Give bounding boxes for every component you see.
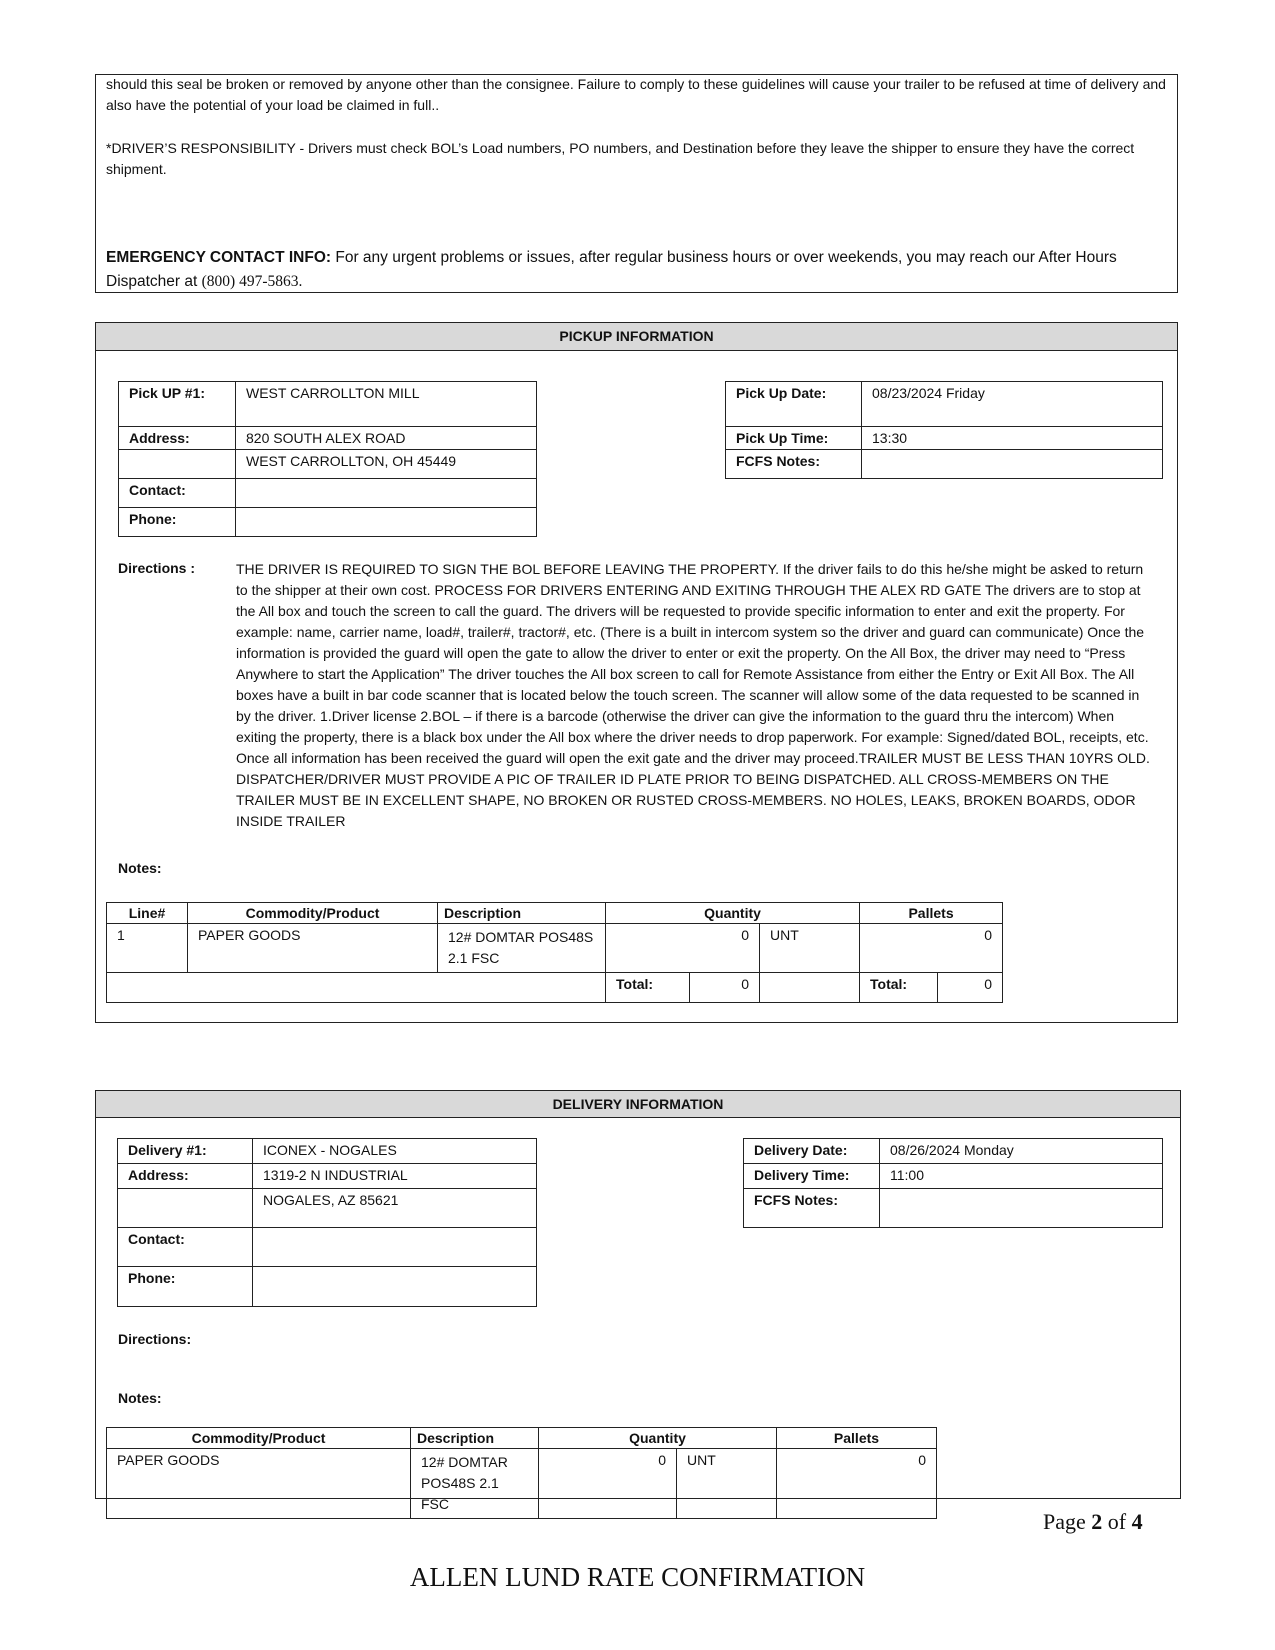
pickup-fcfs bbox=[862, 450, 1163, 479]
delivery-no-label: Delivery #1: bbox=[118, 1139, 253, 1164]
pickup-address1: 820 SOUTH ALEX ROAD bbox=[236, 427, 537, 450]
total-qty: 0 bbox=[690, 973, 760, 1003]
delivery-header: DELIVERY INFORMATION bbox=[96, 1091, 1180, 1118]
del-col-pallets-header: Pallets bbox=[777, 1428, 937, 1449]
seal-notice-text: should this seal be broken or removed by anyone other than the consignee. Failure to comply to these guidelines will cause your trailer to be refused at time of delivery and also have the potential of your load be claimed in full.. bbox=[106, 76, 1166, 113]
delivery-contact bbox=[253, 1228, 537, 1267]
delivery-date: 08/26/2024 Monday bbox=[880, 1139, 1163, 1164]
pickup-phone bbox=[236, 508, 537, 537]
pickup-location-table bbox=[118, 381, 537, 537]
pickup-address-label: Address: bbox=[119, 427, 236, 450]
pickup-no-label: Pick UP #1: bbox=[119, 382, 236, 427]
delivery-name: ICONEX - NOGALES bbox=[253, 1139, 537, 1164]
total-pallets-label: Total: bbox=[860, 973, 938, 1003]
delivery-phone bbox=[253, 1267, 537, 1307]
pickup-directions-text: THE DRIVER IS REQUIRED TO SIGN THE BOL BEFORE LEAVING THE PROPERTY. If the driver fails to do this he/she might be asked to return to the shipper at their own cost. PROCESS FOR DRIVERS ENTERING AND EXITING THROUGH THE ALEX RD GATE The drivers are to stop at the All box and touch the screen to call the guard. The drivers will be requested to provide specific information to enter and exit the property. For example: name, carrier name, load#, trailer#, tractor#, etc. (There is a built in intercom system so the driver and guard can communicate) Once the information is provided the guard will open the gate to allow the driver to enter or exit the property. On the All Box, the driver may need to “Press Anywhere to start the Application” The driver touches the All box screen to call for Remote Assistance from either the Entry or Exit All Box. The All boxes have a built in bar code scanner that is located below the touch screen. The scanner will allow some of the data requested to be scanned in by the driver. 1.Driver license 2.BOL – if there is a barcode (otherwise the driver can give the information to the guard thru the intercom) When exiting the property, there is a black box under the All box where the driver needs to drop paperwork. For example: Signed/dated BOL, receipts, etc. Once all information has been received the guard will open the exit gate and the driver may proceed.TRAILER MUST BE LESS THAN 10YRS OLD. DISPATCHER/DRIVER MUST PROVIDE A PIC OF TRAILER ID PLATE PRIOR TO BEING DISPATCHED. ALL CROSS-MEMBERS ON THE TRAILER MUST BE IN EXCELLENT SHAPE, NO BROKEN OR RUSTED CROSS-MEMBERS. NO HOLES, LEAKS, BROKEN BOARDS, ODOR INSIDE TRAILER bbox=[236, 561, 1150, 829]
del-row-qty: 0 bbox=[539, 1449, 677, 1519]
emergency-label: EMERGENCY CONTACT INFO: bbox=[106, 249, 332, 266]
col-commodity-header: Commodity/Product bbox=[188, 903, 438, 924]
row-description bbox=[438, 924, 606, 973]
col-pallets-header: Pallets bbox=[860, 903, 1003, 924]
del-col-description-header: Description bbox=[411, 1428, 539, 1449]
delivery-schedule-table bbox=[743, 1138, 1163, 1228]
delivery-fcfs-label: FCFS Notes: bbox=[744, 1189, 880, 1228]
delivery-address-label: Address: bbox=[118, 1164, 253, 1189]
col-line-header: Line# bbox=[107, 903, 188, 924]
page-of: of bbox=[1102, 1509, 1132, 1534]
pickup-contact bbox=[236, 479, 537, 508]
document-title: ALLEN LUND RATE CONFIRMATION bbox=[409, 1562, 866, 1592]
pickup-directions-label: Directions : bbox=[118, 560, 196, 576]
total-qty-label: Total: bbox=[606, 973, 690, 1003]
emergency-phone: (800) 497-5863. bbox=[201, 273, 303, 290]
pickup-date: 08/23/2024 Friday bbox=[862, 382, 1163, 427]
emergency-body: For any urgent problems or issues, after regular business hours or over weekends, you may reach our After Hours Dispatcher at bbox=[106, 249, 1117, 290]
del-row-description bbox=[411, 1449, 539, 1519]
delivery-address1: 1319-2 N INDUSTRIAL bbox=[253, 1164, 537, 1189]
delivery-phone-label: Phone: bbox=[118, 1267, 253, 1307]
delivery-notes-label: Notes: bbox=[118, 1390, 162, 1406]
col-description-header: Description bbox=[438, 903, 606, 924]
pickup-schedule-table bbox=[725, 381, 1163, 479]
row-description-line2: 2.1 FSC bbox=[448, 950, 500, 966]
delivery-address2: NOGALES, AZ 85621 bbox=[253, 1189, 537, 1228]
pickup-phone-label: Phone: bbox=[119, 508, 236, 537]
totals-row bbox=[107, 973, 1003, 1003]
delivery-time: 11:00 bbox=[880, 1164, 1163, 1189]
delivery-fcfs bbox=[880, 1189, 1163, 1228]
pickup-header: PICKUP INFORMATION bbox=[96, 323, 1177, 351]
delivery-location-table bbox=[117, 1138, 537, 1307]
delivery-commodity-table bbox=[106, 1427, 937, 1519]
pickup-address2: WEST CARROLLTON, OH 45449 bbox=[236, 450, 537, 479]
total-pallets: 0 bbox=[938, 973, 1003, 1003]
del-row-description-line1: 12# DOMTAR bbox=[421, 1454, 508, 1470]
pickup-fcfs-label: FCFS Notes: bbox=[726, 450, 862, 479]
emergency-contact-text bbox=[106, 246, 1172, 294]
row-unit: UNT bbox=[760, 924, 860, 973]
delivery-date-label: Delivery Date: bbox=[744, 1139, 880, 1164]
table-row bbox=[107, 924, 1003, 973]
driver-responsibility-text: *DRIVER’S RESPONSIBILITY - Drivers must check BOL’s Load numbers, PO numbers, and Destination before they leave the shipper to ensure they have the correct shipment. bbox=[106, 140, 1135, 177]
pickup-date-label: Pick Up Date: bbox=[726, 382, 862, 427]
del-col-commodity-header: Commodity/Product bbox=[107, 1428, 411, 1449]
delivery-time-label: Delivery Time: bbox=[744, 1164, 880, 1189]
row-commodity: PAPER GOODS bbox=[188, 924, 438, 973]
pickup-time: 13:30 bbox=[862, 427, 1163, 450]
row-pallets: 0 bbox=[860, 924, 1003, 973]
pickup-name: WEST CARROLLTON MILL bbox=[236, 382, 537, 427]
delivery-directions-label: Directions: bbox=[118, 1331, 192, 1347]
page-current: 2 bbox=[1091, 1509, 1103, 1534]
del-row-unit: UNT bbox=[677, 1449, 777, 1519]
table-row bbox=[107, 1449, 937, 1519]
del-row-commodity: PAPER GOODS bbox=[107, 1449, 411, 1519]
del-row-description-line2: POS48S 2.1 FSC bbox=[421, 1475, 499, 1512]
pickup-notes-label: Notes: bbox=[118, 860, 162, 876]
pickup-contact-label: Contact: bbox=[119, 479, 236, 508]
row-description-line1: 12# DOMTAR POS48S bbox=[448, 929, 594, 945]
row-qty: 0 bbox=[606, 924, 760, 973]
del-row-pallets: 0 bbox=[777, 1449, 937, 1519]
col-quantity-header: Quantity bbox=[606, 903, 860, 924]
page-prefix: Page bbox=[1043, 1509, 1092, 1534]
pickup-time-label: Pick Up Time: bbox=[726, 427, 862, 450]
delivery-contact-label: Contact: bbox=[118, 1228, 253, 1267]
pickup-commodity-table bbox=[106, 902, 1003, 1003]
del-col-quantity-header: Quantity bbox=[539, 1428, 777, 1449]
page-total: 4 bbox=[1131, 1509, 1143, 1534]
row-line: 1 bbox=[107, 924, 188, 973]
page-number bbox=[1043, 1509, 1143, 1535]
